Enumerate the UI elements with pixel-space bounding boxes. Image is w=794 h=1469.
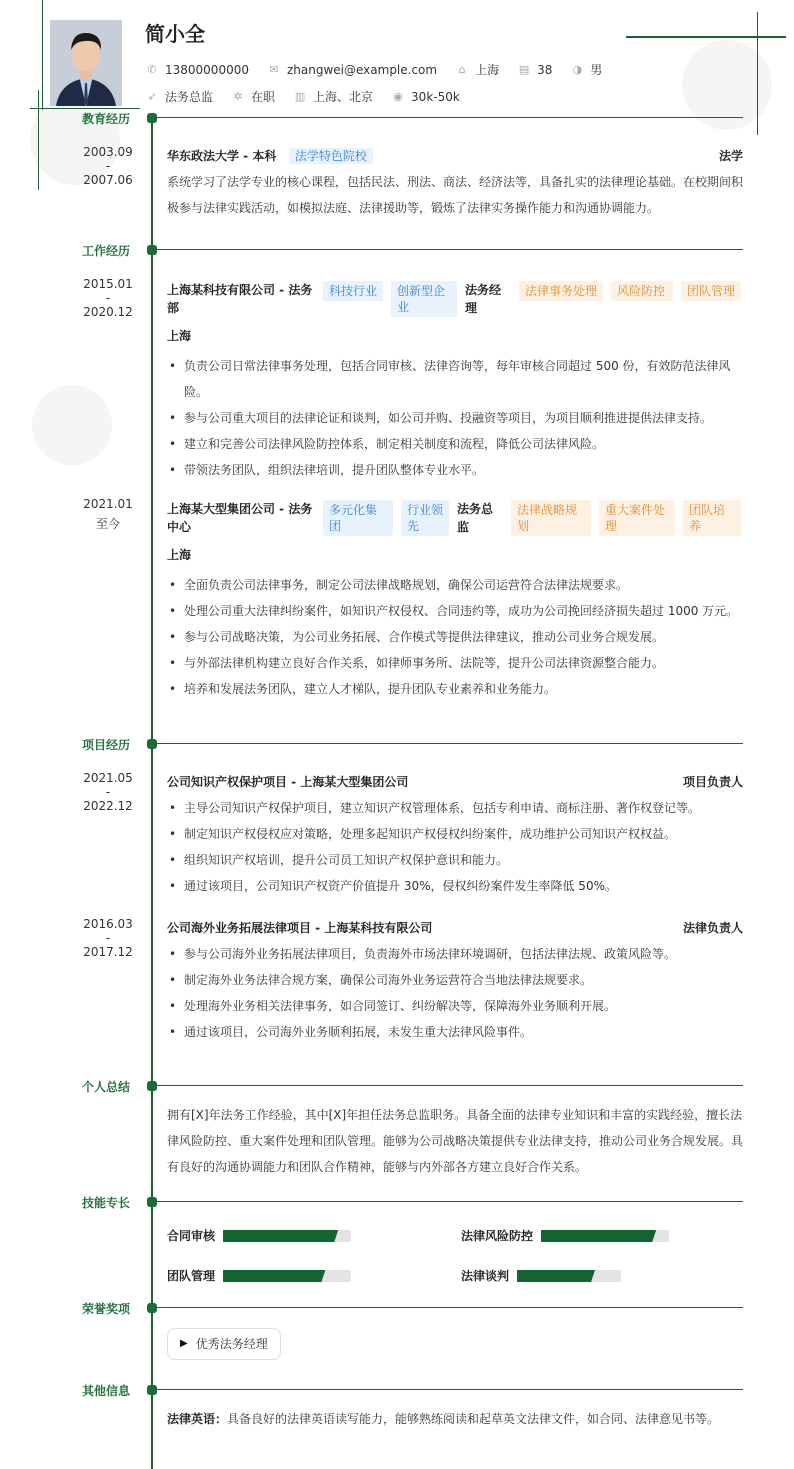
- section-title-education: 教育经历: [81, 112, 130, 126]
- section-title-work: 工作经历: [81, 244, 130, 258]
- decor-line: [42, 0, 43, 110]
- skill-bar-fill: [223, 1230, 338, 1242]
- status: 在职: [251, 90, 276, 104]
- skill-bar: [541, 1230, 669, 1242]
- awards: [167, 1307, 743, 1360]
- email: zhangwei@example.com: [286, 62, 438, 77]
- target-cities: 上海、北京: [313, 90, 374, 104]
- section-title-awards: 荣誉奖项: [81, 1302, 130, 1316]
- section-divider: [156, 743, 743, 744]
- section-dot: [147, 739, 157, 749]
- candidate-name: 简小全: [145, 22, 205, 46]
- work-item: 上海某科技有限公司 - 法务部 科技行业 创新型企业 法务经理 法律事务处理 风险防控 团队管理 上海 • 负责公司日常法律事务处理，包括合同审核、法律咨询等，每年审核合同超过 500 份，有效防范法律风险。 • 参与公司重大项目的法律论证和谈判，如公司并购、投融资等项目，为项目顺利推进提供法律支持。 • 建立和完善公司法律风险防控体系，制定相关制度和流程，降低公司法律风险。 • 带领法务团队，组织法律培训，提升团队整体专业水平。: [167, 275, 743, 483]
- decor-line: [38, 90, 39, 190]
- school: 华东政法大学 - 本科: [167, 149, 277, 163]
- education-item: [167, 143, 743, 221]
- triangle-icon: ▶: [180, 1338, 188, 1349]
- skill-item: 合同审核: [167, 1223, 461, 1249]
- position: 法务总监: [165, 90, 214, 104]
- work-item: 上海某大型集团公司 - 法务中心 多元化集团 行业领先 法务总监 法律战略规划 重大案件处理 团队培养 上海 • 全面负责公司法律事务，制定公司法律战略规划，确保公司运营符合法律法规要求。 • 处理公司重大法律纠纷案件，如知识产权侵权、合同违约等，成功为公司挽回经济损失超过 1000 万元。 • 参与公司战略决策，为公司业务拓展、合作模式等提供法律建议，推动公司业务合规发展。 • 与外部法律机构建立良好合作关系，如律师事务所、法院等，提升公司法律资源整合能力。 • 培养和发展法务团队，建立人才梯队，提升团队专业素养和业务能力。: [167, 494, 743, 702]
- decor-circle: [32, 385, 112, 465]
- edu-date: 2003.09 - 2007.06: [83, 145, 133, 187]
- status-icon: ✲: [233, 90, 243, 103]
- skill-bar: [517, 1270, 621, 1282]
- section-dot: [147, 1197, 157, 1207]
- age: 38: [537, 62, 553, 77]
- skill-bar-fill: [223, 1270, 325, 1282]
- section-divider: [156, 249, 743, 250]
- avatar: [50, 20, 122, 106]
- school-tag: 法学特色院校: [289, 148, 373, 164]
- skills-grid: [167, 1201, 743, 1289]
- skill-item: 法律谈判: [461, 1263, 743, 1289]
- salary-icon: ◉: [393, 90, 403, 103]
- section-dot: [147, 113, 157, 123]
- project-date: 2021.05 - 2022.12: [83, 771, 133, 813]
- decor-line: [626, 36, 786, 38]
- section-title-skills: 技能专长: [81, 1196, 130, 1210]
- skill-bar: [223, 1270, 351, 1282]
- section-divider: [156, 1389, 743, 1390]
- building-icon: ▥: [294, 90, 306, 103]
- send-icon: ➶: [147, 90, 157, 103]
- section-divider: [156, 1085, 743, 1086]
- age-icon: ▤: [518, 63, 530, 76]
- section-title-projects: 项目经历: [81, 738, 130, 752]
- summary-text: 拥有[X]年法务工作经验，其中[X]年担任法务总监职务。具备全面的法律专业知识和丰富的实践经验，擅长法律风险防控、重大案件处理和团队管理。能够为公司战略决策提供专业法律支持，推动公司业务合规发展。具有良好的沟通协调能力和团队合作精神，能够与内外部各方建立良好合作关系。: [167, 1108, 744, 1174]
- section-dot: [147, 1303, 157, 1313]
- project-item: 公司知识产权保护项目 - 上海某大型集团公司 项目负责人 • 主导公司知识产权保护项目，建立知识产权管理体系，包括专利申请、商标注册、著作权登记等。 • 制定知识产权侵权应对策略，处理多起知识产权侵权纠纷案件，成功维护公司知识产权权益。 • 组织知识产权培训，提升公司员工知识产权保护意识和能力。 • 通过该项目，公司知识产权资产价值提升 30%，侵权纠纷案件发生率降低 50%。: [167, 769, 743, 899]
- section-dot: [147, 245, 157, 255]
- city: 上海: [475, 63, 500, 77]
- decor-line: [30, 108, 140, 109]
- education-desc: 系统学习了法学专业的核心课程，包括民法、刑法、商法、经济法等，具备扎实的法律理论基础。在校期间积极参与法律实践活动，如模拟法庭、法律援助等，锻炼了法律实务操作能力和沟通协调能力。: [167, 175, 744, 215]
- skill-bar-fill: [541, 1230, 656, 1242]
- skill-bar-fill: [517, 1270, 595, 1282]
- skill-item: 法律风险防控: [461, 1223, 743, 1249]
- skill-bar: [223, 1230, 351, 1242]
- major: 法学: [718, 149, 743, 163]
- project-item: 公司海外业务拓展法律项目 - 上海某科技有限公司 法律负责人 • 参与公司海外业务拓展法律项目，负责海外市场法律环境调研，包括法律法规、政策风险等。 • 制定海外业务法律合规方案，确保公司海外业务运营符合当地法律法规要求。 • 处理海外业务相关法律事务，如合同签订、纠纷解决等，保障海外业务顺利开展。 • 通过该项目，公司海外业务顺利拓展，未发生重大法律风险事件。: [167, 915, 743, 1045]
- phone-icon: ✆: [147, 63, 157, 76]
- section-title-summary: 个人总结: [81, 1080, 130, 1094]
- email-icon: ✉: [269, 63, 279, 76]
- other-info: 法律英语：具备良好的法律英语读写能力，能够熟练阅读和起草英文法律文件，如合同、法律意见书等。: [167, 1412, 720, 1426]
- work-date: 2021.01 至今: [83, 497, 133, 531]
- phone: 13800000000: [165, 62, 249, 77]
- work-date: 2015.01 - 2020.12: [83, 277, 133, 319]
- decor-line: [757, 12, 758, 135]
- skill-item: 团队管理: [167, 1263, 461, 1289]
- project-date: 2016.03 - 2017.12: [83, 917, 133, 959]
- award-item: ▶ 优秀法务经理: [167, 1328, 281, 1360]
- salary: 30k-50k: [411, 89, 460, 104]
- section-dot: [147, 1385, 157, 1395]
- gender-icon: ◑: [572, 63, 583, 76]
- timeline: [151, 117, 153, 1469]
- gender: 男: [590, 63, 603, 77]
- home-icon: ⌂: [458, 63, 466, 76]
- section-title-other: 其他信息: [81, 1384, 130, 1398]
- section-divider: [156, 117, 743, 118]
- section-dot: [147, 1081, 157, 1091]
